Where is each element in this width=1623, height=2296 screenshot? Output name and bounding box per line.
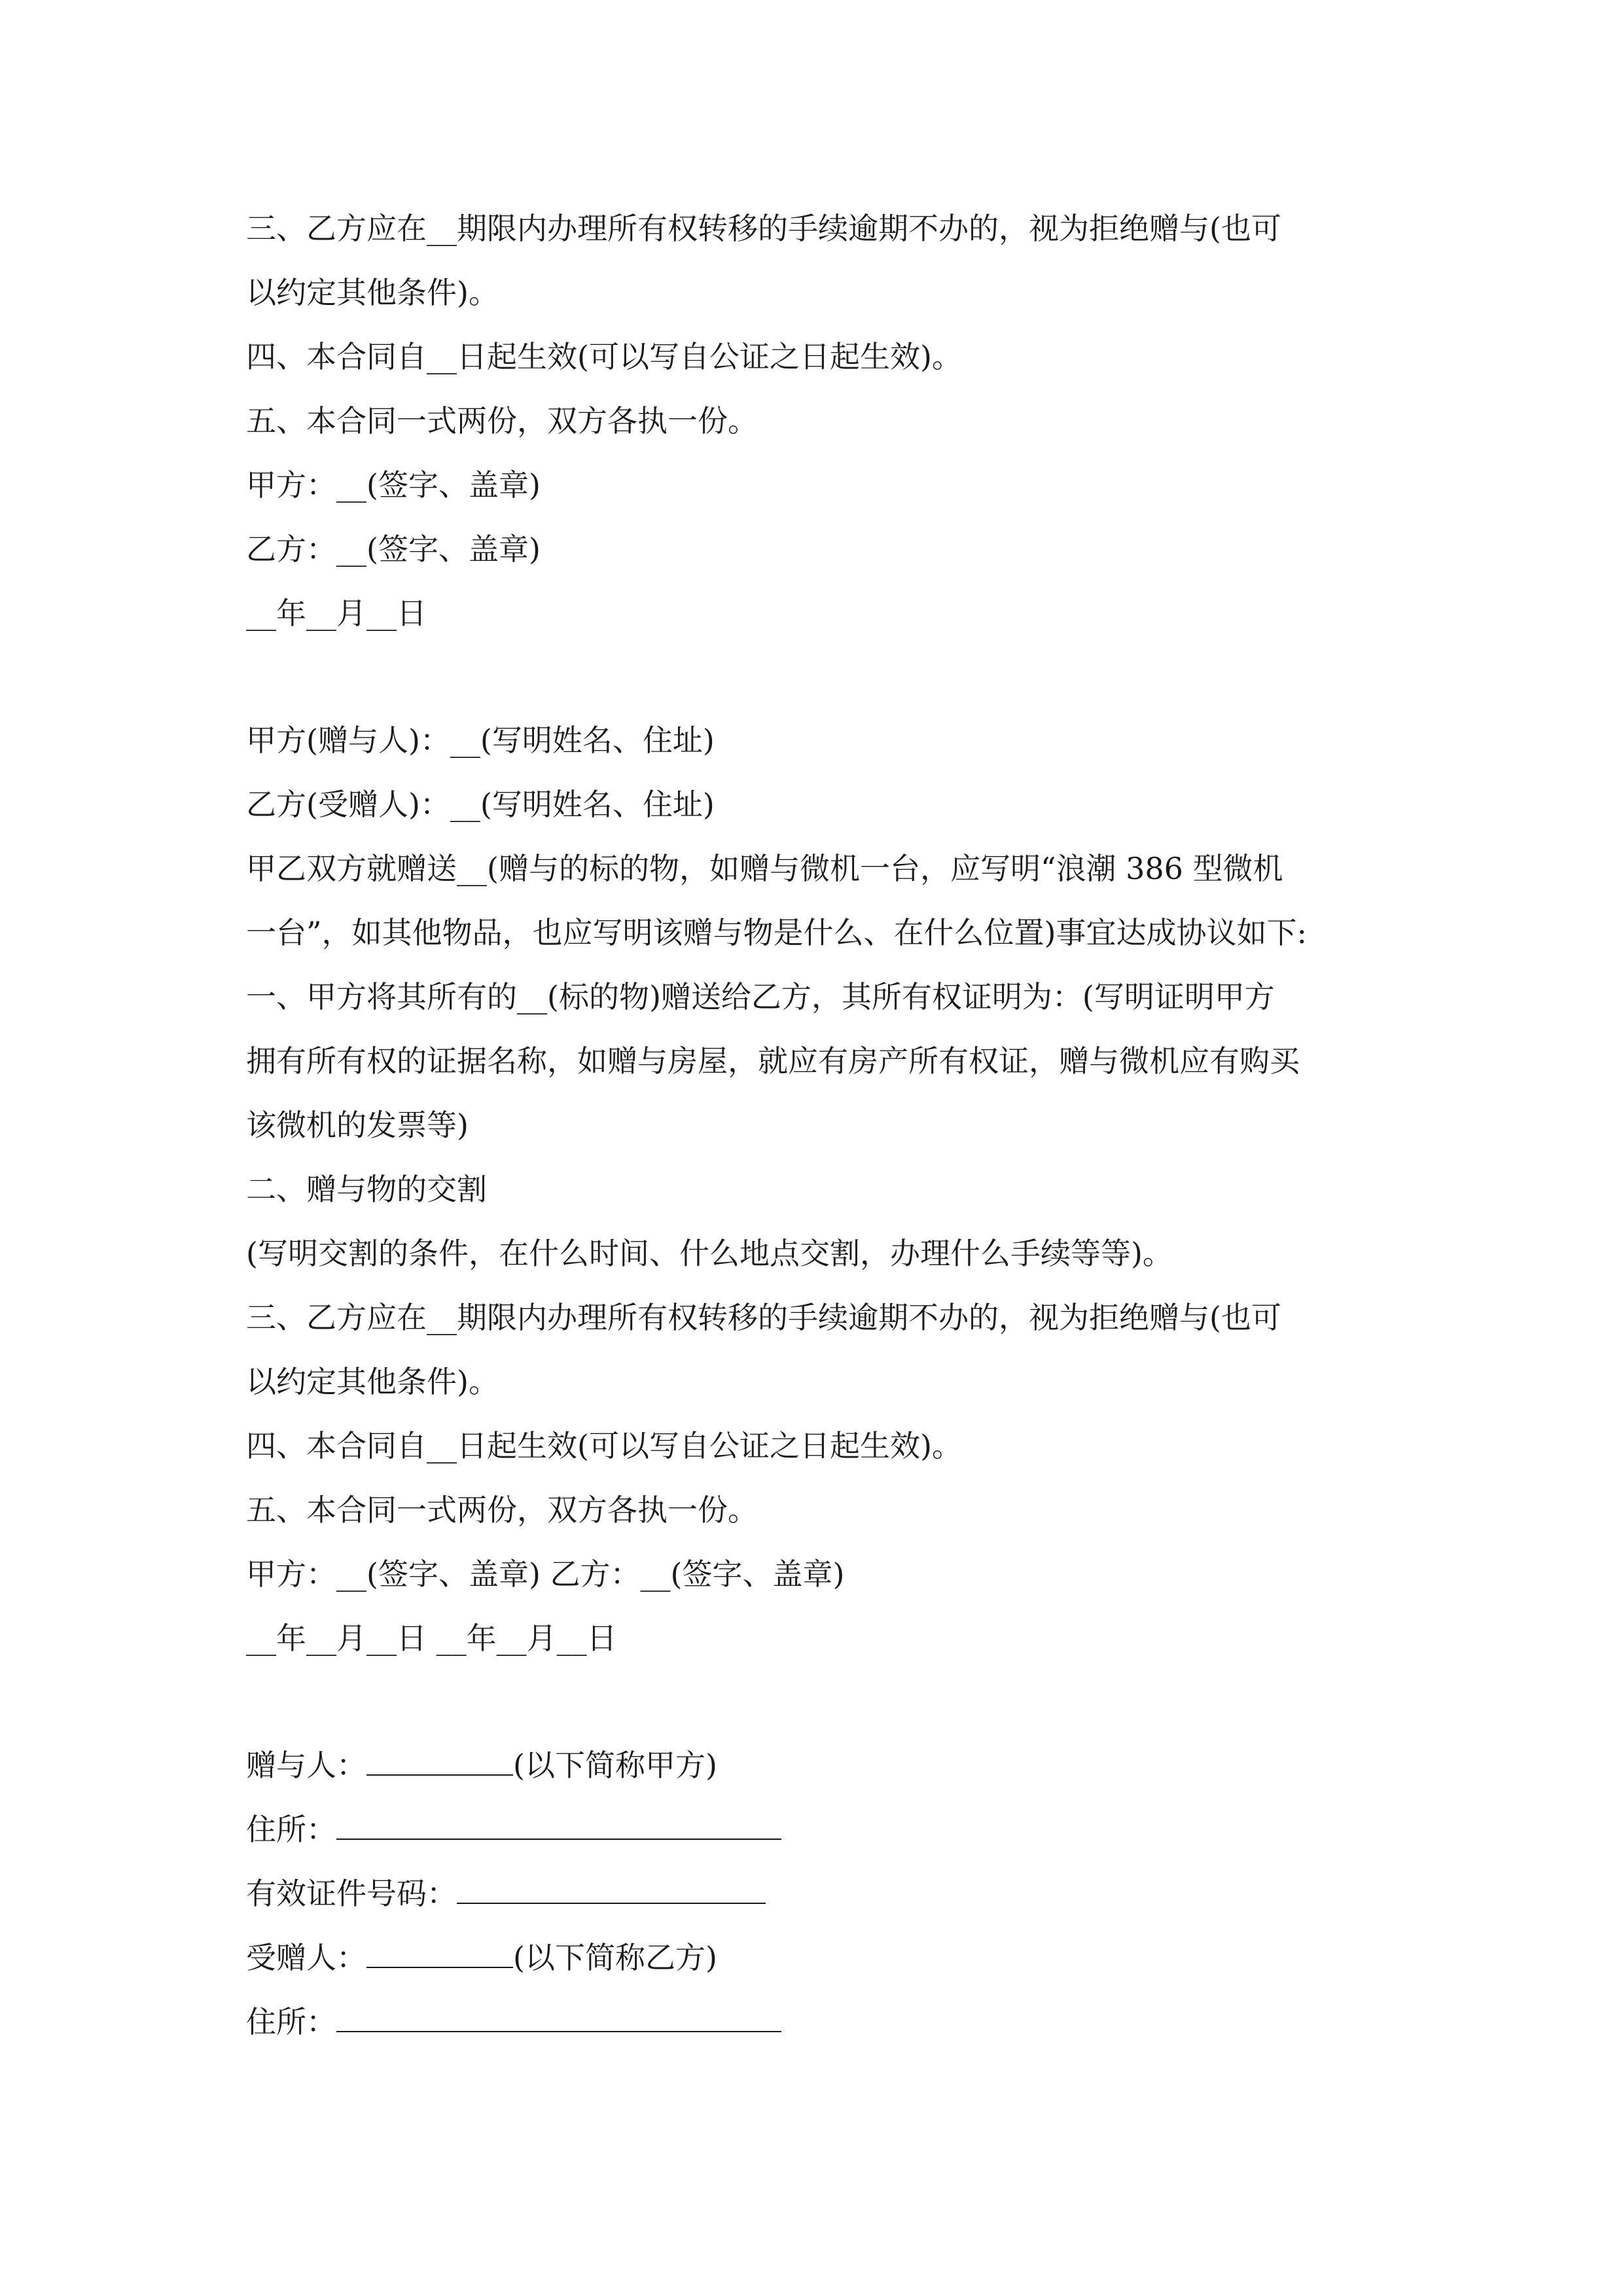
contract-form-3	[246, 1733, 1385, 2054]
preamble-line-2: 一台”，如其他物品，也应写明该赠与物是什么、在什么位置)事宜达成协议如下:	[246, 915, 1307, 950]
address-label: 住所：	[246, 1812, 336, 1847]
document-page	[246, 196, 1385, 2054]
signature-date: __年__月__日	[246, 596, 427, 631]
donee-row	[246, 1926, 1385, 1990]
id-number-row	[246, 1861, 1385, 1926]
party-b-signature: 乙方：__(签字、盖章)	[246, 531, 541, 567]
clause-one-line-2: 拥有所有权的证据名称，如赠与房屋，就应有房产所有权证，赠与微机应有购买	[246, 1043, 1300, 1079]
donor-row	[246, 1733, 1385, 1797]
clause-five: 五、本合同一式两份，双方各执一份。	[246, 403, 758, 439]
clause-two-heading: 二、赠与物的交割	[246, 1172, 487, 1207]
signature-dates-both: __年__月__日 __年__月__日	[246, 1621, 617, 1656]
party-a-donor: 甲方(赠与人)：__(写明姓名、住址)	[246, 723, 715, 758]
address-label: 住所：	[246, 2004, 336, 2039]
donor-blank	[366, 1738, 513, 1776]
donor-suffix: (以下简称甲方)	[513, 1748, 717, 1783]
clause-three-line-2: 以约定其他条件)。	[246, 275, 499, 310]
preamble-line-1: 甲乙双方就赠送__(赠与的标的物，如赠与微机一台，应写明“浪潮 386 型微机	[246, 851, 1283, 886]
donee-address-blank	[336, 1994, 781, 2032]
contract-clauses-part-1	[246, 196, 1385, 645]
clause-two-body: (写明交割的条件，在什么时间、什么地点交割，办理什么手续等等)。	[246, 1236, 1173, 1271]
clause-one-line-1: 一、甲方将其所有的__(标的物)赠送给乙方，其所有权证明为：(写明证明甲方	[246, 979, 1275, 1014]
clause-four: 四、本合同自__日起生效(可以写自公证之日起生效)。	[246, 1428, 962, 1463]
party-b-donee: 乙方(受赠人)：__(写明姓名、住址)	[246, 787, 715, 822]
donee-address-row	[246, 1990, 1385, 2054]
donor-address-blank	[336, 1802, 781, 1840]
clause-three-line-1: 三、乙方应在__期限内办理所有权转移的手续逾期不办的，视为拒绝赠与(也可	[246, 1300, 1281, 1335]
party-a-signature: 甲方：__(签字、盖章)	[246, 467, 541, 503]
id-number-label: 有效证件号码：	[246, 1876, 457, 1911]
donor-label: 赠与人：	[246, 1748, 366, 1783]
donee-label: 受赠人：	[246, 1940, 366, 1975]
clause-five: 五、本合同一式两份，双方各执一份。	[246, 1492, 758, 1528]
clause-three-line-2: 以约定其他条件)。	[246, 1364, 499, 1399]
signatures-both-parties: 甲方：__(签字、盖章) 乙方：__(签字、盖章)	[246, 1556, 845, 1592]
clause-three-line-1: 三、乙方应在__期限内办理所有权转移的手续逾期不办的，视为拒绝赠与(也可	[246, 211, 1281, 246]
donee-blank	[366, 1930, 513, 1968]
donor-address-row	[246, 1797, 1385, 1861]
section-spacer	[246, 645, 1385, 708]
section-spacer	[246, 1670, 1385, 1733]
clause-four: 四、本合同自__日起生效(可以写自公证之日起生效)。	[246, 339, 962, 374]
donee-suffix: (以下简称乙方)	[513, 1940, 717, 1975]
contract-template-2	[246, 708, 1385, 1670]
clause-one-line-3: 该微机的发票等)	[246, 1107, 469, 1143]
id-number-blank	[457, 1866, 766, 1904]
